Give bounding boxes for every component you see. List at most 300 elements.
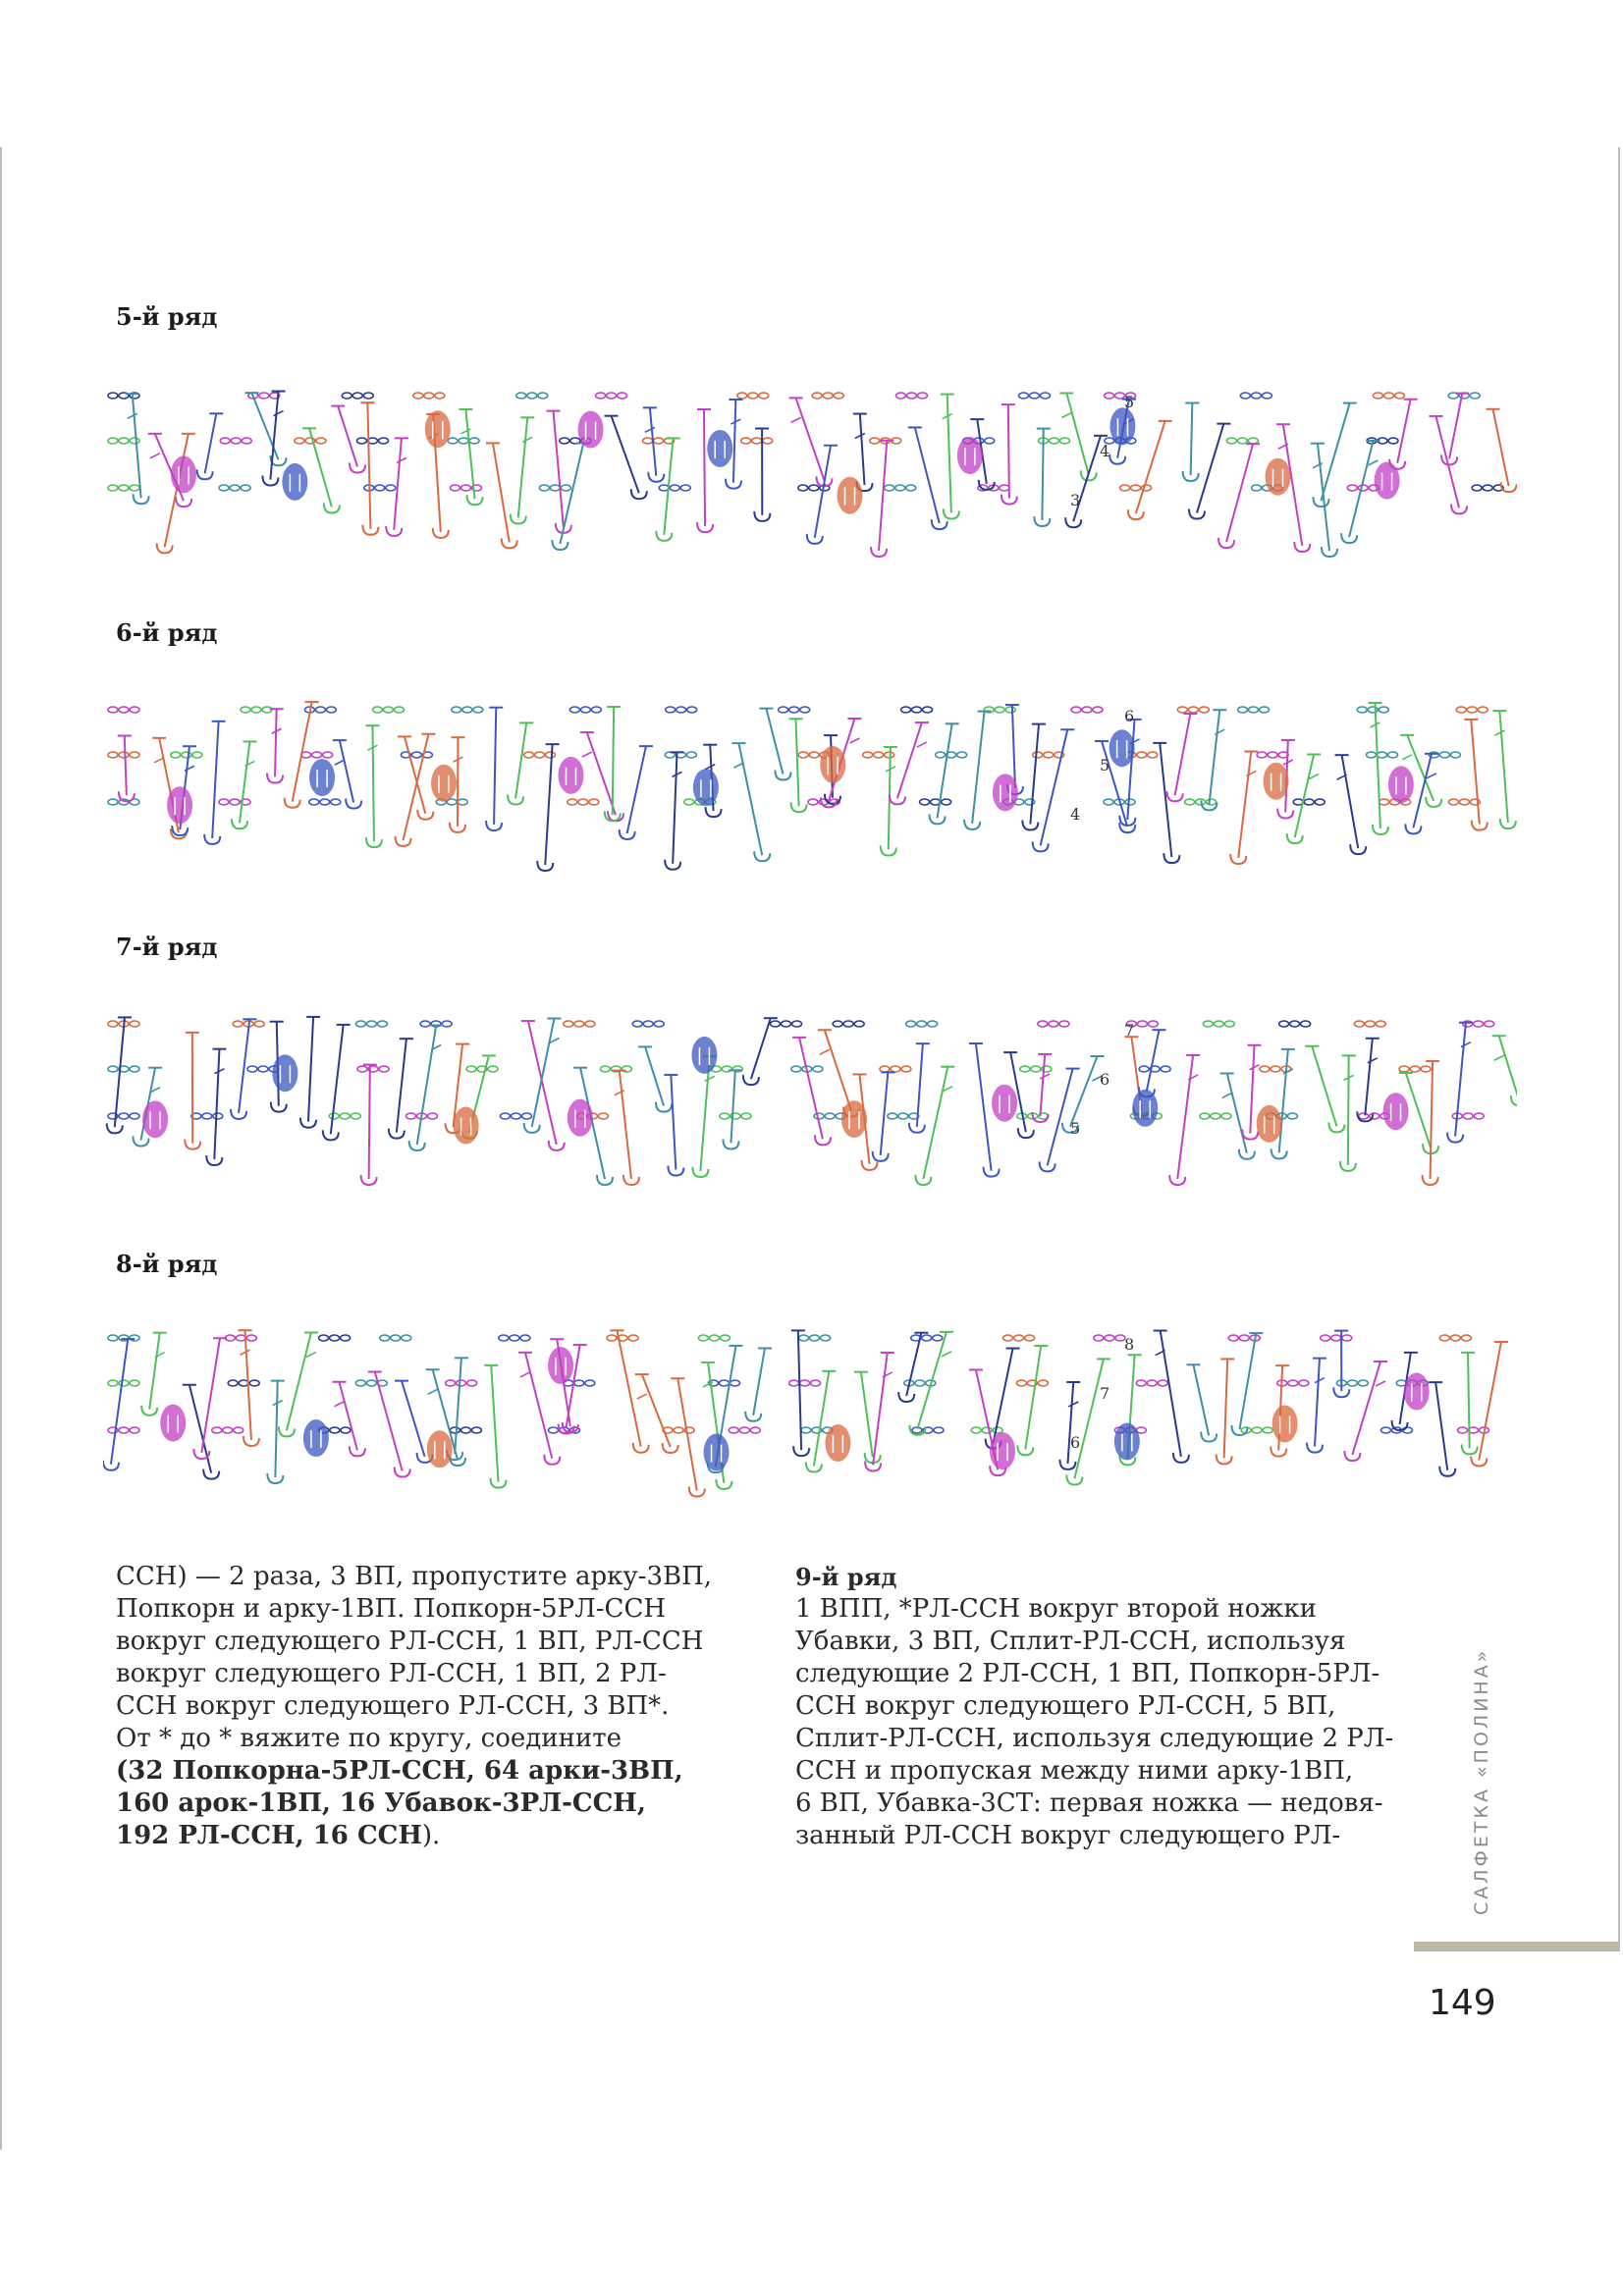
chain-stitch-icon <box>917 1021 927 1027</box>
chain-stitch-icon <box>741 438 751 444</box>
chain-stitch-icon <box>971 1427 981 1433</box>
stitch-stem-icon <box>287 1332 311 1430</box>
stitch-stem-icon <box>671 1075 676 1170</box>
summary-line: 160 арок-1ВП, 16 Убавок-3РЛ-ССН, <box>116 1789 646 1818</box>
chain-stitch-icon <box>936 752 946 758</box>
stitch-stem-icon <box>1342 755 1359 848</box>
chain-stitch-icon <box>467 1380 477 1386</box>
stitch-stem-icon <box>133 394 141 498</box>
chain-stitch-icon <box>564 1021 573 1027</box>
chain-stitch-icon <box>1450 752 1460 758</box>
chain-stitch-icon <box>1125 799 1135 805</box>
chain-stitch-icon <box>628 1335 638 1341</box>
chain-stitch-icon <box>654 438 664 444</box>
row-label-8: 8-й ряд <box>116 1250 218 1278</box>
chain-stitch-icon <box>854 1021 864 1027</box>
stitch-slash-icon <box>241 1350 250 1355</box>
chain-stitch-icon <box>119 1380 129 1386</box>
chain-stitch-icon <box>906 485 916 491</box>
chain-stitch-icon <box>119 707 129 713</box>
chain-stitch-icon <box>130 1380 139 1386</box>
stitch-stem-icon <box>1406 1073 1431 1148</box>
chain-stitch-icon <box>230 485 240 491</box>
chain-stitch-icon <box>228 1380 238 1386</box>
stitch-stem-icon <box>1147 1030 1160 1091</box>
chain-stitch-icon <box>379 438 389 444</box>
chain-stitch-icon <box>411 752 421 758</box>
chain-stitch-icon <box>1038 1380 1048 1386</box>
stitch-stem-icon <box>897 722 922 798</box>
stitch-slash-icon <box>733 763 743 768</box>
chain-stitch-icon <box>1005 707 1015 713</box>
popcorn-stitch-icon <box>578 411 604 449</box>
chain-stitch-icon <box>901 707 911 713</box>
chain-stitch-icon <box>108 1380 118 1386</box>
chain-stitch-icon <box>247 1066 257 1072</box>
stitch-stem-icon <box>1295 755 1314 838</box>
chain-stitch-icon <box>442 1021 452 1027</box>
chain-stitch-icon <box>1358 1380 1368 1386</box>
chain-stitch-icon <box>885 485 894 491</box>
chain-stitch-icon <box>1461 1335 1471 1341</box>
stitch-stem-icon <box>1074 1359 1104 1478</box>
chain-stitch-icon <box>428 1113 438 1119</box>
chain-stitch-icon <box>1260 1066 1270 1072</box>
row-number-label: 7 <box>1124 1021 1135 1040</box>
chain-stitch-icon <box>1304 799 1314 805</box>
stitch-slash-icon <box>1402 755 1412 760</box>
stitch-stem-icon <box>1012 705 1015 788</box>
stitch-stem-icon <box>1040 1054 1045 1116</box>
chain-stitch-icon <box>1038 1021 1048 1027</box>
stitch-stem-icon <box>275 709 277 776</box>
chain-stitch-icon <box>643 1021 653 1027</box>
stitch-slash-icon <box>1376 1381 1385 1386</box>
row-number-label: 6 <box>1124 707 1135 725</box>
popcorn-stitch-icon <box>820 746 845 783</box>
chain-stitch-icon <box>789 707 799 713</box>
stitch-stem-icon <box>402 1381 425 1457</box>
stitch-stem-icon <box>1209 710 1219 804</box>
chain-stitch-icon <box>895 393 905 399</box>
stitch-slash-icon <box>335 760 345 765</box>
chain-stitch-icon <box>182 752 191 758</box>
chain-stitch-icon <box>469 438 479 444</box>
row-number-label: 5 <box>1070 1119 1081 1138</box>
chain-stitch-icon <box>355 1380 365 1386</box>
chain-stitch-icon <box>596 393 606 399</box>
chain-stitch-icon <box>752 438 762 444</box>
chain-stitch-icon <box>535 752 545 758</box>
section-title-row-9: 9-й ряд <box>795 1563 897 1591</box>
chain-stitch-icon <box>511 1113 520 1119</box>
stitch-stem-icon <box>947 395 951 513</box>
stitch-stem-icon <box>239 1019 249 1113</box>
chain-stitch-icon <box>473 707 483 713</box>
chain-stitch-icon <box>880 1066 890 1072</box>
stitch-stem-icon <box>111 1339 128 1465</box>
chain-stitch-icon <box>814 1113 824 1119</box>
stitch-stem-icon <box>627 746 646 833</box>
chain-stitch-icon <box>341 1427 351 1433</box>
chain-stitch-icon <box>192 752 202 758</box>
chain-stitch-icon <box>130 1066 139 1072</box>
chain-stitch-icon <box>1354 1021 1364 1027</box>
chain-stitch-icon <box>119 1427 129 1433</box>
text-line: вокруг следующего РЛ-ССН, 1 ВП, РЛ-ССН <box>116 1627 704 1656</box>
stitch-slash-icon <box>1040 1074 1050 1079</box>
chain-stitch-icon <box>366 1380 376 1386</box>
chain-stitch-icon <box>527 393 537 399</box>
chain-stitch-icon <box>448 438 458 444</box>
chain-stitch-icon <box>435 393 445 399</box>
chain-stitch-icon <box>1321 1335 1330 1341</box>
chain-stitch-icon <box>1463 1113 1473 1119</box>
chain-stitch-icon <box>1158 1380 1167 1386</box>
stitch-stem-icon <box>1161 1331 1181 1457</box>
popcorn-stitch-icon <box>707 430 732 467</box>
chain-stitch-icon <box>241 485 250 491</box>
chain-stitch-icon <box>934 1427 944 1433</box>
chain-stitch-icon <box>1137 1021 1147 1027</box>
popcorn-stitch-icon <box>425 410 451 448</box>
stitch-stem-icon <box>275 1381 277 1477</box>
chain-stitch-icon <box>341 1335 351 1341</box>
stitch-stem-icon <box>753 1348 765 1415</box>
popcorn-stitch-icon <box>282 463 307 501</box>
chain-stitch-icon <box>799 1335 809 1341</box>
popcorn-stitch-icon <box>427 1430 453 1468</box>
chain-stitch-icon <box>589 799 599 805</box>
chain-stitch-icon <box>466 1066 476 1072</box>
stitch-slash-icon <box>1068 1402 1078 1407</box>
chain-stitch-icon <box>516 393 526 399</box>
chain-stitch-icon <box>1104 799 1113 805</box>
chain-stitch-icon <box>108 393 118 399</box>
chain-stitch-icon <box>375 485 385 491</box>
chain-stitch-icon <box>130 1021 139 1027</box>
chain-stitch-icon <box>130 707 139 713</box>
stitch-slash-icon <box>128 413 137 418</box>
stitch-stem-icon <box>796 398 825 480</box>
stitch-stem-icon <box>861 1372 873 1458</box>
chain-stitch-icon <box>748 393 758 399</box>
row-number-label: 7 <box>1100 1384 1110 1403</box>
chain-stitch-icon <box>524 752 534 758</box>
popcorn-stitch-icon <box>1114 1422 1140 1460</box>
stitch-stem-icon <box>650 407 656 475</box>
chain-stitch-icon <box>578 799 588 805</box>
row-number-label: 6 <box>1070 1433 1081 1452</box>
popcorn-stitch-icon <box>691 1037 717 1074</box>
crochet-chart-row-6 <box>103 692 1517 879</box>
chain-stitch-icon <box>357 438 367 444</box>
chain-stitch-icon <box>1003 1335 1013 1341</box>
chain-stitch-icon <box>574 1021 584 1027</box>
stitch-stem-icon <box>751 1018 771 1079</box>
stitch-slash-icon <box>855 434 865 439</box>
stitch-stem-icon <box>309 428 332 507</box>
chain-stitch-icon <box>1379 707 1388 713</box>
chain-stitch-icon <box>1458 1427 1468 1433</box>
chain-stitch-icon <box>607 393 617 399</box>
stitch-slash-icon <box>849 738 859 743</box>
text-line: Сплит-РЛ-ССН, используя следующие 2 РЛ- <box>795 1724 1394 1753</box>
stitch-stem-icon <box>917 1043 923 1127</box>
stitch-slash-icon <box>582 752 592 757</box>
chain-stitch-icon <box>809 752 819 758</box>
chain-stitch-icon <box>1252 485 1262 491</box>
chain-stitch-icon <box>108 1021 118 1027</box>
row-number-label: 4 <box>1070 805 1081 824</box>
text-line: Убавки, 3 ВП, Сплит-РЛ-ССН, используя <box>795 1627 1346 1656</box>
chain-stitch-icon <box>891 1066 900 1072</box>
chain-stitch-icon <box>1380 1427 1390 1433</box>
popcorn-stitch-icon <box>272 1054 298 1092</box>
chain-stitch-icon <box>739 1427 749 1433</box>
chain-stitch-icon <box>1240 393 1250 399</box>
chain-stitch-icon <box>108 1066 118 1072</box>
chain-stitch-icon <box>834 393 843 399</box>
stitch-stem-icon <box>1070 1056 1098 1127</box>
chain-stitch-icon <box>808 799 818 805</box>
chain-stitch-icon <box>1388 438 1398 444</box>
chain-stitch-icon <box>1472 485 1482 491</box>
stitch-stem-icon <box>518 417 528 517</box>
chain-stitch-icon <box>363 393 373 399</box>
chain-stitch-icon <box>898 1113 908 1119</box>
chain-stitch-icon <box>870 438 880 444</box>
stitch-stem-icon <box>525 1353 552 1459</box>
stitch-stem-icon <box>923 1067 947 1179</box>
chain-stitch-icon <box>809 485 819 491</box>
chain-stitch-icon <box>1474 1021 1484 1027</box>
chain-stitch-icon <box>720 1113 730 1119</box>
stitch-slash-icon <box>397 457 406 462</box>
stitch-stem-icon <box>1025 1346 1041 1449</box>
chain-stitch-icon <box>1456 707 1466 713</box>
text-line: Попкорн и арку-1ВП. Попкорн-5РЛ-ССН <box>116 1594 667 1624</box>
chain-stitch-icon <box>342 393 352 399</box>
chain-stitch-icon <box>1105 393 1114 399</box>
popcorn-stitch-icon <box>1272 1406 1298 1443</box>
stitch-stem-icon <box>1365 1039 1373 1116</box>
chain-stitch-icon <box>462 707 472 713</box>
chain-stitch-icon <box>1238 707 1248 713</box>
row-number-label: 5 <box>1124 393 1135 411</box>
stitch-stem-icon <box>394 438 402 529</box>
chain-stitch-icon <box>1139 1066 1149 1072</box>
chain-stitch-icon <box>1000 485 1009 491</box>
chain-stitch-icon <box>372 707 382 713</box>
chain-stitch-icon <box>1290 1021 1300 1027</box>
stitch-slash-icon <box>306 1352 316 1357</box>
stitch-stem-icon <box>1041 729 1068 845</box>
popcorn-stitch-icon <box>171 455 196 493</box>
chain-stitch-icon <box>420 1021 430 1027</box>
chain-stitch-icon <box>1260 707 1270 713</box>
stitch-stem-icon <box>620 1071 631 1179</box>
chain-stitch-icon <box>119 1113 129 1119</box>
chain-stitch-icon <box>763 438 773 444</box>
chain-stitch-icon <box>223 1427 233 1433</box>
chain-stitch-icon <box>130 485 139 491</box>
chain-stitch-icon <box>500 1113 510 1119</box>
popcorn-stitch-icon <box>309 759 335 796</box>
stitch-hook-icon <box>1511 1095 1517 1105</box>
chain-stitch-icon <box>1421 1066 1431 1072</box>
stitch-stem-icon <box>372 725 373 841</box>
chain-stitch-icon <box>548 1427 558 1433</box>
chain-stitch-icon <box>598 1113 608 1119</box>
stitch-stem-icon <box>455 1358 461 1454</box>
chain-stitch-icon <box>1136 1380 1146 1386</box>
chain-stitch-icon <box>459 438 468 444</box>
chain-stitch-icon <box>895 485 905 491</box>
chain-stitch-icon <box>1287 1113 1297 1119</box>
chain-stitch-icon <box>377 1021 387 1027</box>
chain-stitch-icon <box>782 1021 791 1027</box>
chain-stitch-icon <box>258 1066 268 1072</box>
chain-stitch-icon <box>119 485 129 491</box>
chain-stitch-icon <box>460 1427 470 1433</box>
stitch-stem-icon <box>404 734 429 840</box>
chain-stitch-icon <box>843 1021 853 1027</box>
chain-stitch-icon <box>1439 752 1449 758</box>
stitch-stem-icon <box>340 740 353 802</box>
stitch-stem-icon <box>1312 1046 1336 1127</box>
chain-stitch-icon <box>488 1066 498 1072</box>
stitch-stem-icon <box>677 1378 697 1490</box>
chain-stitch-icon <box>1263 1427 1272 1433</box>
stitch-stem-icon <box>799 1038 823 1140</box>
chain-stitch-icon <box>686 752 696 758</box>
stitch-stem-icon <box>1321 403 1349 502</box>
text-line: ССН и пропуская между ними арку-1ВП, <box>795 1756 1354 1786</box>
popcorn-stitch-icon <box>841 1100 867 1138</box>
chain-stitch-icon <box>670 485 679 491</box>
popcorn-stitch-icon <box>993 774 1018 811</box>
stitch-stem-icon <box>493 443 510 542</box>
popcorn-stitch-icon <box>992 1085 1017 1122</box>
chain-stitch-icon <box>219 485 229 491</box>
stitch-stem-icon <box>1240 1333 1257 1429</box>
popcorn-stitch-icon <box>431 765 457 802</box>
popcorn-stitch-icon <box>1266 458 1291 496</box>
chain-stitch-icon <box>251 707 261 713</box>
chain-stitch-icon <box>906 393 916 399</box>
stitch-stem-icon <box>976 1043 992 1171</box>
popcorn-stitch-icon <box>167 786 192 824</box>
row-number-label: 5 <box>1100 756 1110 774</box>
chain-stitch-icon <box>357 1066 367 1072</box>
stitch-stem-icon <box>1177 1055 1193 1179</box>
chain-stitch-icon <box>1365 1021 1375 1027</box>
chain-stitch-icon <box>591 707 601 713</box>
popcorn-stitch-icon <box>1109 407 1135 445</box>
chain-stitch-icon <box>1252 1427 1262 1433</box>
popcorn-stitch-icon <box>957 437 983 474</box>
chain-stitch-icon <box>666 707 676 713</box>
chain-stitch-icon <box>1485 1021 1494 1027</box>
stitch-stem-icon <box>240 741 249 823</box>
stitch-slash-icon <box>274 411 284 416</box>
chain-stitch-icon <box>1331 1335 1341 1341</box>
chain-stitch-icon <box>1161 1066 1170 1072</box>
chain-stitch-icon <box>315 707 325 713</box>
stitch-stem-icon <box>795 719 798 806</box>
chain-stitch-icon <box>1388 752 1398 758</box>
chain-stitch-icon <box>709 1335 719 1341</box>
chain-stitch-icon <box>351 1113 360 1119</box>
chain-stitch-icon <box>1237 438 1247 444</box>
chain-stitch-icon <box>618 393 627 399</box>
stitch-slash-icon <box>791 417 801 422</box>
stitch-stem-icon <box>1479 1342 1501 1460</box>
stitch-slash-icon <box>1427 774 1436 778</box>
chain-stitch-icon <box>1359 1113 1369 1119</box>
stitch-stem-icon <box>545 744 552 865</box>
chain-stitch-icon <box>212 1427 222 1433</box>
stitch-stem-icon <box>1227 1073 1247 1152</box>
stitch-stem-icon <box>860 414 865 486</box>
stitch-stem-icon <box>405 736 425 813</box>
stitch-stem-icon <box>798 1330 801 1450</box>
chain-stitch-icon <box>233 1021 243 1027</box>
stitch-stem-icon <box>1455 1023 1466 1137</box>
chain-stitch-icon <box>323 752 333 758</box>
stitch-stem-icon <box>587 732 616 815</box>
stitch-slash-icon <box>917 742 927 747</box>
stitch-slash-icon <box>637 1394 647 1399</box>
chain-stitch-icon <box>521 1113 531 1119</box>
chain-stitch-icon <box>888 1113 897 1119</box>
summary-counts: 192 РЛ-ССН, 16 ССН <box>116 1821 422 1850</box>
popcorn-stitch-icon <box>1404 1373 1430 1411</box>
chain-stitch-icon <box>1239 1335 1249 1341</box>
chain-stitch-icon <box>499 1335 509 1341</box>
popcorn-stitch-icon <box>1375 462 1400 500</box>
chain-stitch-icon <box>546 752 556 758</box>
chain-stitch-icon <box>813 1066 823 1072</box>
stitch-stem-icon <box>733 400 735 483</box>
chain-stitch-icon <box>246 1335 256 1341</box>
popcorn-stitch-icon <box>1257 1105 1282 1143</box>
stitch-stem-icon <box>1318 444 1329 551</box>
popcorn-stitch-icon <box>568 1099 593 1137</box>
chain-stitch-icon <box>1050 438 1059 444</box>
chain-stitch-icon <box>108 707 118 713</box>
chain-stitch-icon <box>687 707 697 713</box>
chain-stitch-icon <box>995 707 1004 713</box>
chain-stitch-icon <box>331 799 341 805</box>
stitch-slash-icon <box>522 437 532 442</box>
chain-stitch-icon <box>1373 393 1382 399</box>
text-line: 1 ВПП, *РЛ-ССН вокруг второй ножки <box>795 1594 1317 1624</box>
chain-stitch-icon <box>355 1021 365 1027</box>
page-number-bar <box>1414 1942 1620 1951</box>
chain-stitch-icon <box>1383 393 1393 399</box>
stitch-slash-icon <box>1494 1055 1504 1060</box>
chain-stitch-icon <box>1347 1380 1357 1386</box>
chain-stitch-icon <box>720 1335 730 1341</box>
stitch-stem-icon <box>532 1018 555 1126</box>
chain-stitch-icon <box>413 393 423 399</box>
stitch-slash-icon <box>705 1076 715 1081</box>
chain-stitch-icon <box>1249 707 1259 713</box>
chain-stitch-icon <box>108 752 118 758</box>
text-line: вокруг следующего РЛ-ССН, 1 ВП, 2 РЛ- <box>116 1659 667 1688</box>
